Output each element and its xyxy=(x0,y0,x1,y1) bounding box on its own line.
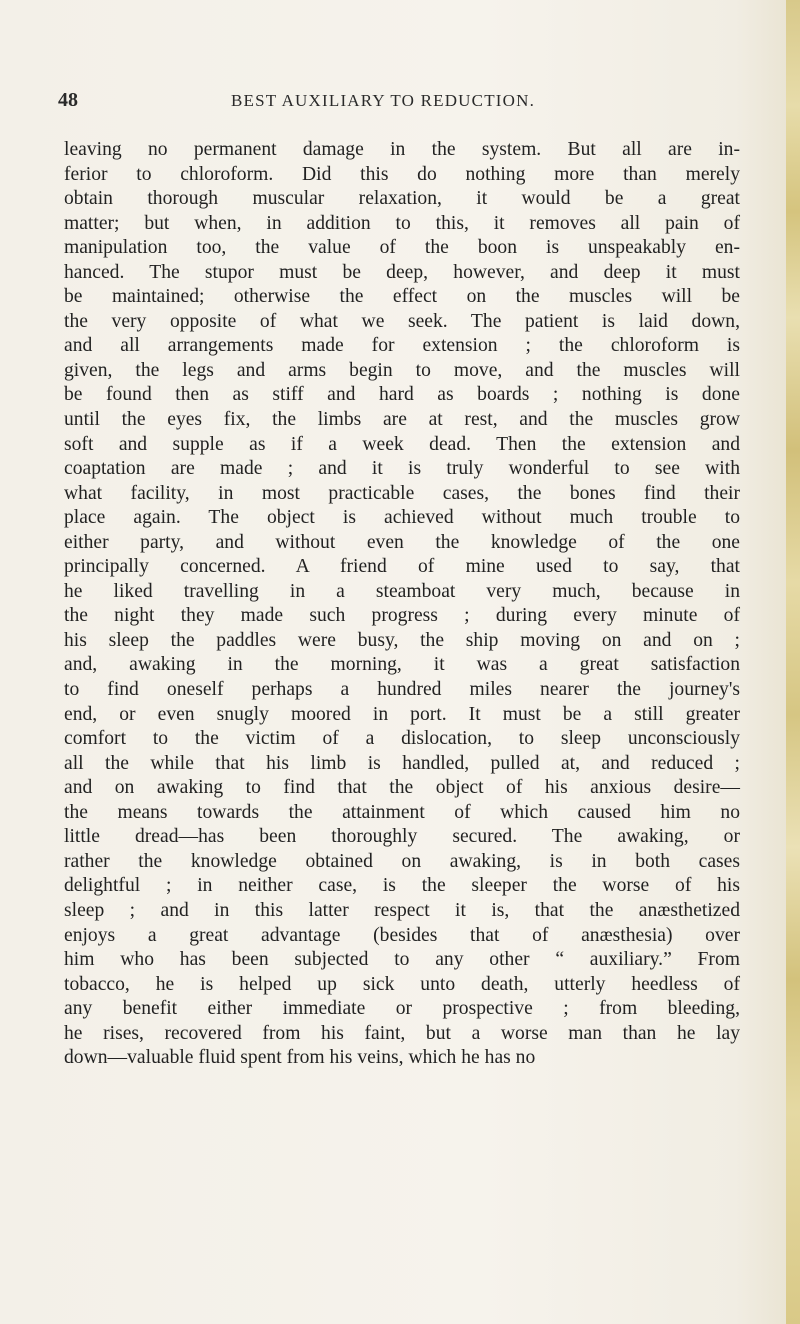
text-line: manipulation too, the value of the boon is unspeakably en- xyxy=(64,237,740,259)
running-title: BEST AUXILIARY TO REDUCTION. xyxy=(231,91,536,110)
text-line: he rises, recovered from his faint, but a worse man than he lay xyxy=(64,1022,740,1044)
running-head xyxy=(0,89,800,113)
text-line: end, or even snugly moored in port. It must be a still greater xyxy=(64,703,740,725)
text-line: ferior to chloroform. Did this do nothing more than merely xyxy=(64,163,740,185)
text-line: him who has been subjected to any other “ auxiliary.” From xyxy=(64,949,740,971)
text-line: matter; but when, in addition to this, it removes all pain of xyxy=(64,212,740,234)
text-line: the means towards the attainment of which caused him no xyxy=(64,801,740,823)
text-line: little dread—has been thoroughly secured. The awaking, or xyxy=(64,826,740,848)
text-line: hanced. The stupor must be deep, however, and deep it must xyxy=(64,261,740,283)
text-line: and on awaking to find that the object of his anxious desire— xyxy=(64,777,740,799)
text-line: the night they made such progress ; during every minute of xyxy=(64,605,740,627)
text-line: the very opposite of what we seek. The patient is laid down, xyxy=(64,310,740,332)
text-line: to find oneself perhaps a hundred miles nearer the journey's xyxy=(64,679,740,701)
text-line: rather the knowledge obtained on awaking, is in both cases xyxy=(64,850,740,872)
text-line: delightful ; in neither case, is the sleeper the worse of his xyxy=(64,875,740,897)
text-line: obtain thorough muscular relaxation, it would be a great xyxy=(64,188,740,210)
text-line: soft and supple as if a week dead. Then the extension and xyxy=(64,433,740,455)
text-line: either party, and without even the knowledge of the one xyxy=(64,531,740,553)
text-line: his sleep the paddles were busy, the ship moving on and on ; xyxy=(64,629,740,651)
text-line: any benefit either immediate or prospective ; from bleeding, xyxy=(64,998,740,1020)
text-line: be found then as stiff and hard as boards ; nothing is done xyxy=(64,384,740,406)
text-line: coaptation are made ; and it is truly wonderful to see with xyxy=(64,458,740,480)
text-line: comfort to the victim of a dislocation, to sleep unconsciously xyxy=(64,728,740,750)
page-number: 48 xyxy=(58,89,78,111)
text-line: down—valuable fluid spent from his veins, which he has no xyxy=(64,1047,536,1069)
body-text xyxy=(64,138,740,1071)
text-line: leaving no permanent damage in the system. But all are in- xyxy=(64,139,740,160)
text-line: and all arrangements made for extension ; the chloroform is xyxy=(64,335,740,357)
text-line: he liked travelling in a steamboat very much, because in xyxy=(64,580,740,602)
text-line: and, awaking in the morning, it was a great satisfaction xyxy=(64,654,740,676)
page-edge xyxy=(786,0,800,1324)
text-line: principally concerned. A friend of mine used to say, that xyxy=(64,556,740,578)
text-line: given, the legs and arms begin to move, and the muscles will xyxy=(64,359,740,381)
text-line: what facility, in most practicable cases, the bones find their xyxy=(64,482,740,504)
text-line: tobacco, he is helped up sick unto death, utterly heedless of xyxy=(64,973,740,995)
text-line: place again. The object is achieved without much trouble to xyxy=(64,507,740,529)
text-line: all the while that his limb is handled, pulled at, and reduced ; xyxy=(64,752,740,774)
text-line: be maintained; otherwise the effect on the muscles will be xyxy=(64,286,740,308)
text-line: enjoys a great advantage (besides that of anæsthesia) over xyxy=(64,924,740,946)
text-line: until the eyes fix, the limbs are at rest, and the muscles grow xyxy=(64,409,740,431)
text-line: sleep ; and in this latter respect it is, that the anæsthetized xyxy=(64,899,740,921)
